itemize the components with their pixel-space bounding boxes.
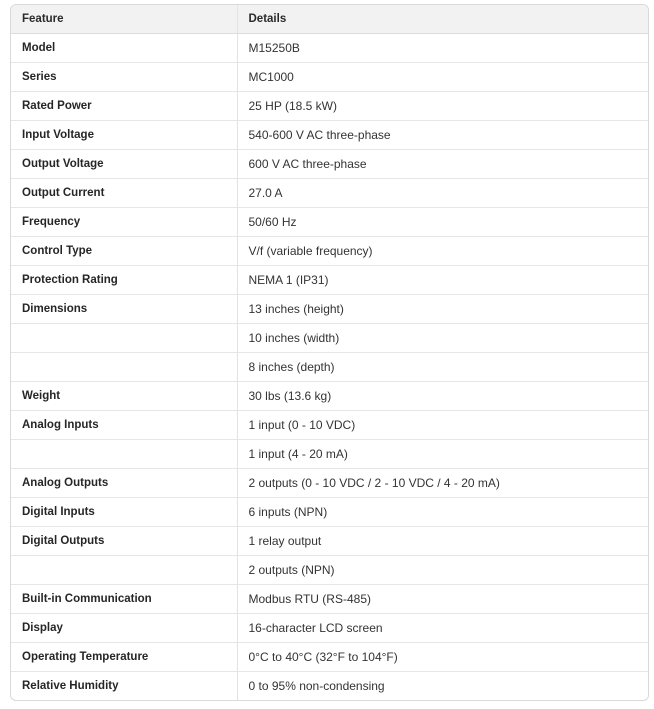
detail-cell: NEMA 1 (IP31) [237, 266, 648, 295]
detail-cell: 25 HP (18.5 kW) [237, 92, 648, 121]
table-row [11, 440, 648, 469]
detail-cell: 1 input (4 - 20 mA) [237, 440, 648, 469]
feature-cell: Digital Inputs [11, 498, 237, 527]
feature-cell: Output Voltage [11, 150, 237, 179]
header-row [11, 5, 648, 34]
feature-cell: Control Type [11, 237, 237, 266]
table-body [11, 34, 648, 701]
detail-cell: 27.0 A [237, 179, 648, 208]
detail-cell: 10 inches (width) [237, 324, 648, 353]
feature-cell: Model [22, 42, 56, 54]
table-row [11, 672, 648, 701]
detail-cell: 1 relay output [237, 527, 648, 556]
table-row [11, 295, 648, 324]
table-row [11, 121, 648, 150]
feature-cell: Digital Outputs [11, 527, 237, 556]
feature-cell: Analog Inputs [11, 411, 237, 440]
table-row [11, 150, 648, 179]
detail-cell: 6 inputs (NPN) [237, 498, 648, 527]
feature-cell: Protection Rating [11, 266, 237, 295]
feature-cell: Rated Power [11, 92, 237, 121]
header-details: Details [237, 5, 648, 34]
feature-cell: Input Voltage [11, 121, 237, 150]
table-row [11, 556, 648, 585]
spec-table [11, 5, 648, 700]
detail-cell: 16-character LCD screen [237, 614, 648, 643]
table-row [11, 34, 648, 63]
feature-cell: Frequency [11, 208, 237, 237]
table-row [11, 527, 648, 556]
table-row [11, 498, 648, 527]
table-row [11, 237, 648, 266]
table-row [11, 92, 648, 121]
detail-cell: 600 V AC three-phase [237, 150, 648, 179]
feature-cell: Built-in Communication [11, 585, 237, 614]
feature-cell [11, 440, 237, 469]
table-row [11, 469, 648, 498]
feature-cell: Series [11, 63, 237, 92]
table-row [11, 179, 648, 208]
table-row [11, 353, 648, 382]
feature-cell: Relative Humidity [11, 672, 237, 701]
detail-cell: 30 lbs (13.6 kg) [237, 382, 648, 411]
table-row [11, 324, 648, 353]
detail-cell: 2 outputs (NPN) [237, 556, 648, 585]
detail-cell: 540-600 V AC three-phase [237, 121, 648, 150]
detail-cell: 0°C to 40°C (32°F to 104°F) [237, 643, 648, 672]
detail-cell: Modbus RTU (RS-485) [237, 585, 648, 614]
table-row [11, 585, 648, 614]
detail-cell: MC1000 [237, 63, 648, 92]
feature-cell: Operating Temperature [11, 643, 237, 672]
feature-cell: Analog Outputs [11, 469, 237, 498]
feature-cell [11, 324, 237, 353]
detail-cell: 13 inches (height) [237, 295, 648, 324]
table-row [11, 614, 648, 643]
detail-cell: 8 inches (depth) [237, 353, 648, 382]
detail-cell: 2 outputs (0 - 10 VDC / 2 - 10 VDC / 4 - 20 mA) [237, 469, 648, 498]
table-row [11, 208, 648, 237]
spec-table-container [10, 4, 649, 701]
table-header [11, 5, 648, 34]
feature-cell [11, 353, 237, 382]
table-row [11, 382, 648, 411]
detail-cell: 1 input (0 - 10 VDC) [237, 411, 648, 440]
detail-cell: M15250B [237, 34, 648, 63]
detail-cell: 0 to 95% non-condensing [237, 672, 648, 701]
feature-cell [11, 556, 237, 585]
table-row [11, 63, 648, 92]
header-feature: Feature [11, 5, 237, 34]
feature-cell: Output Current [11, 179, 237, 208]
feature-cell: Dimensions [11, 295, 237, 324]
feature-cell: Weight [11, 382, 237, 411]
detail-cell: V/f (variable frequency) [237, 237, 648, 266]
detail-cell: 50/60 Hz [237, 208, 648, 237]
feature-cell: Display [11, 614, 237, 643]
table-row [11, 411, 648, 440]
table-row [11, 643, 648, 672]
table-row [11, 266, 648, 295]
